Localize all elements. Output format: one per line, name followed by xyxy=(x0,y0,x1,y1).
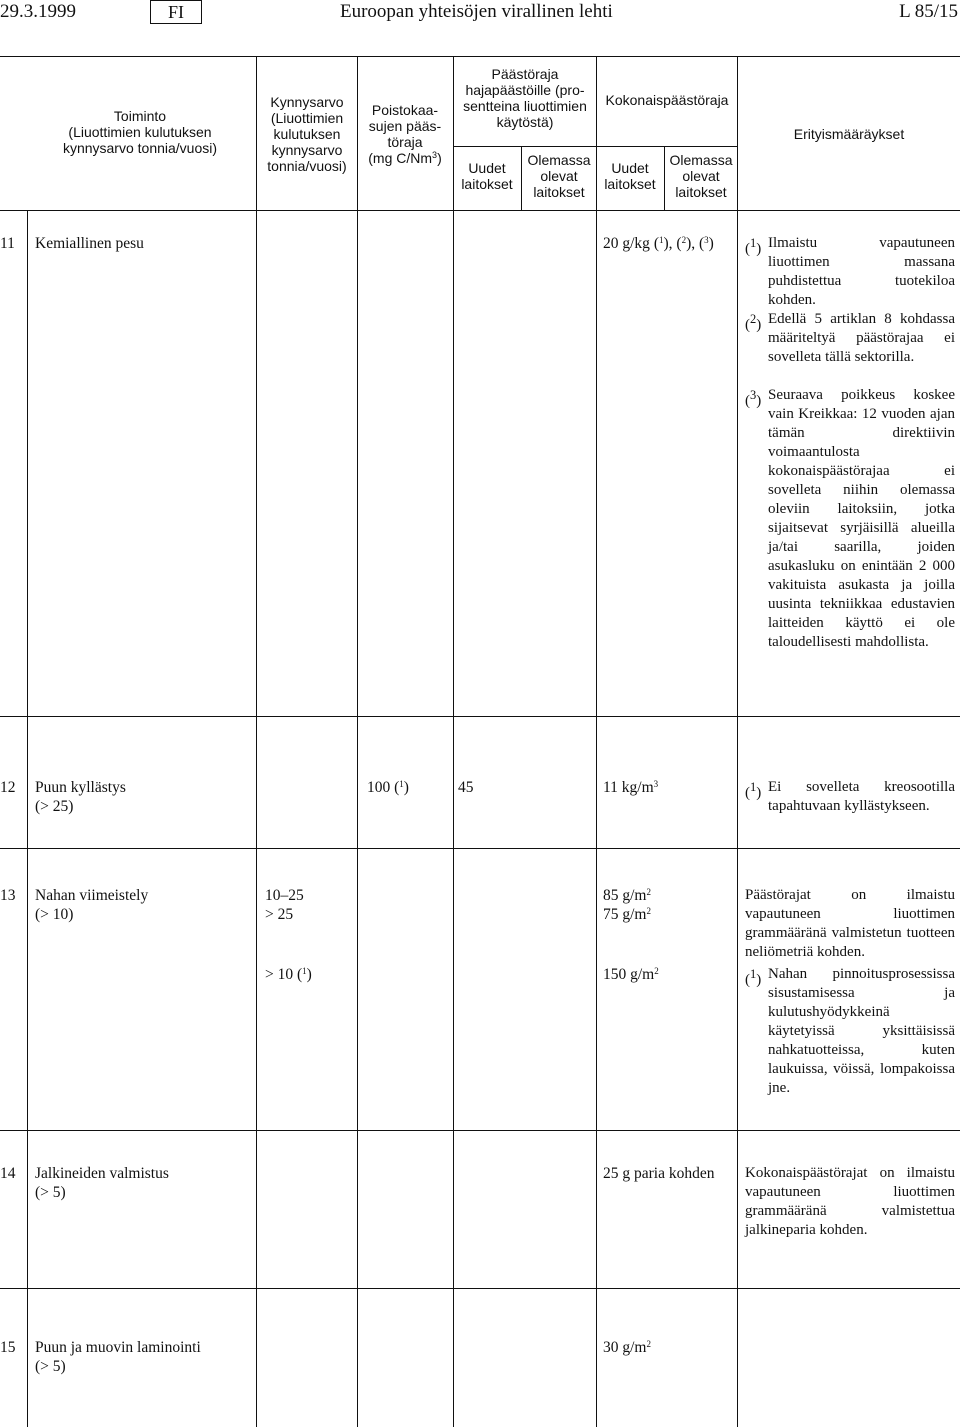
row-13-special-text xyxy=(745,886,955,962)
special-provision-text: Päästörajat on ilmaistu vapautuneen liuottimen grammääränä valmistetun tuotteen neliömetriä kohden. xyxy=(745,887,955,960)
header-fugitive-line: hajapäästöille (pro- xyxy=(465,82,585,98)
header-activity-line: Toiminto xyxy=(113,108,167,124)
row-15-total-value: 30 g/m xyxy=(603,1339,647,1356)
header-unit-sup: 3 xyxy=(432,150,438,160)
row-14-bottom-rule xyxy=(0,1288,960,1289)
special-provision-text: Kokonaispäästörajat on ilmaistu vapautuneen liuottimen grammääränä valmistettua jalkineparia kohden. xyxy=(745,1165,955,1238)
row-13-threshold-1: 10–25 xyxy=(265,887,304,904)
footnote-mark: 1 xyxy=(302,966,307,976)
header-special-provisions: Erityismääräykset xyxy=(793,126,905,142)
row-12-note-1 xyxy=(745,778,955,816)
row-12-bottom-rule xyxy=(0,848,960,849)
footnote-mark: 1 xyxy=(658,235,664,245)
row-12-activity-threshold: (> 25) xyxy=(35,798,74,815)
header-existing-line: Olemassa xyxy=(669,152,733,168)
row-13-bottom-rule xyxy=(0,1130,960,1131)
row-13-activity xyxy=(35,886,148,924)
row-12-total-limit xyxy=(603,778,658,797)
header-new-line: Uudet xyxy=(468,160,506,176)
row-13-total-1 xyxy=(603,886,651,905)
col-divider-6 xyxy=(596,56,597,1427)
row-11-note-1 xyxy=(745,234,955,310)
header-threshold-line: (Liuottimien xyxy=(270,110,344,126)
total-subheader-rule xyxy=(596,146,737,147)
header-total-new xyxy=(598,160,662,192)
row-11-number: 11 xyxy=(0,235,15,252)
row-14-number: 14 xyxy=(0,1165,16,1182)
row-11-note-2 xyxy=(745,310,955,367)
header-unit-close: ) xyxy=(437,150,442,166)
footnote-text: Edellä 5 artiklan 8 kohdassa määriteltyä päästörajaa ei sovelleta tällä sektorilla. xyxy=(768,311,955,365)
footnote-label: ($^1$) xyxy=(745,236,762,257)
col-divider-8 xyxy=(737,56,738,1427)
header-fugitive-line: Päästöraja xyxy=(491,66,559,82)
table-top-rule xyxy=(0,56,960,57)
footnote-mark: 1 xyxy=(750,236,757,250)
header-threshold-line: tonnia/vuosi) xyxy=(267,158,347,174)
footnote-text: Seuraava poikkeus koskee vain Kreikkaa: 12 vuoden ajan tämän direktiivin voimaantulosta kokonaispäästörajaa ei sovelleta niihin olemassa oleviin laitoksiin, jotka sijaitsevat syrjäisillä alueilla ja/tai saarilla, joiden asukasluku on enintään 2 000 vakituista asukasta ja joilla uusinta tekniikkaa edustavien laitteiden käyttö ei ole taloudellisesti mahdollista. xyxy=(768,387,955,650)
language-badge: FI xyxy=(150,0,202,24)
row-11-activity: Kemiallinen pesu xyxy=(35,235,144,252)
col-divider-5 xyxy=(521,146,522,210)
footnote-mark: 1 xyxy=(750,780,757,794)
header-waste-gas-unit xyxy=(359,150,451,166)
footnote-mark: 3 xyxy=(750,388,757,402)
header-existing-line: Olemassa xyxy=(527,152,591,168)
header-threshold-line: Kynnysarvo xyxy=(270,94,344,110)
header-waste-gas-limit xyxy=(359,102,451,166)
col-divider-3 xyxy=(357,56,358,1427)
row-12-activity-name: Puun kyllästys xyxy=(35,779,126,796)
unit-superscript: 2 xyxy=(654,966,659,976)
fugitive-subheader-rule xyxy=(453,146,596,147)
row-11-note-3 xyxy=(745,386,955,652)
header-existing-line: olevat xyxy=(682,168,720,184)
header-fugitive-new xyxy=(455,160,519,192)
col-divider-7 xyxy=(664,146,665,210)
row-13-threshold-3-value: > 10 xyxy=(265,966,294,983)
row-12-number: 12 xyxy=(0,779,16,796)
unit-superscript: 2 xyxy=(646,887,651,897)
header-waste-gas-line: Poistokaa- xyxy=(371,102,439,118)
footnote-text: Ei sovelleta kreosootilla tapahtuvaan kyllästykseen. xyxy=(768,779,955,814)
row-14-activity-name: Jalkineiden valmistus xyxy=(35,1165,169,1182)
header-existing-line: laitokset xyxy=(533,184,585,200)
row-12-activity xyxy=(35,778,126,816)
header-fugitive-line: käytöstä) xyxy=(496,114,554,130)
col-divider-4 xyxy=(453,56,454,1427)
row-13-total-1-value: 85 g/m xyxy=(603,887,647,904)
row-13-number: 13 xyxy=(0,887,16,904)
row-13-total-2 xyxy=(603,905,651,924)
footnote-text: Nahan pinnoitusprosessissa sisustamisessa ja kulutushyödykkeinä käytetyissä yksittäisissä nahkatuotteissa, kuten laukuissa, vöissä, lompakoissa jne. xyxy=(768,966,955,1096)
header-new-line: laitokset xyxy=(604,176,656,192)
header-fugitive-existing xyxy=(523,152,595,200)
col-divider-2 xyxy=(256,56,257,1427)
header-bottom-rule xyxy=(0,210,960,211)
unit-superscript: 3 xyxy=(653,779,659,789)
header-new-line: Uudet xyxy=(611,160,649,176)
header-new-line: laitokset xyxy=(461,176,513,192)
emission-limits-table xyxy=(0,56,960,1427)
header-fugitive-limit xyxy=(455,66,595,130)
header-threshold-line: kynnysarvo xyxy=(271,142,343,158)
row-11-total-value: 20 g/kg xyxy=(603,235,650,252)
unit-superscript: 2 xyxy=(646,1339,651,1349)
unit-superscript: 2 xyxy=(646,906,651,916)
row-13-total-3-value: 150 g/m xyxy=(603,966,655,983)
footnote-mark: 3 xyxy=(704,235,709,245)
col-divider-1 xyxy=(27,210,28,1427)
header-waste-gas-line: töraja xyxy=(387,134,423,150)
page-number: L 85/15 xyxy=(899,1,958,22)
footnote-mark: 1 xyxy=(750,967,757,981)
row-13-total-3 xyxy=(603,965,659,984)
header-activity-line: (Liuottimien kulutuksen xyxy=(68,124,212,140)
footnote-mark: 2 xyxy=(681,235,687,245)
row-13-note-1 xyxy=(745,965,955,1098)
header-fugitive-line: sentteina liuottimien xyxy=(463,98,587,114)
footnote-mark: 2 xyxy=(750,312,757,326)
header-total-existing xyxy=(666,152,736,200)
row-15-activity-name: Puun ja muovin laminointi xyxy=(35,1339,201,1356)
row-15-total-limit xyxy=(603,1338,651,1357)
row-13-threshold-2: > 25 xyxy=(265,906,294,923)
footnote-text: Ilmaistu vapautuneen liuottimen massana puhdistettua tuotekiloa kohden. xyxy=(768,235,955,308)
header-existing-line: laitokset xyxy=(675,184,727,200)
publication-date: 29.3.1999 xyxy=(0,1,76,22)
header-threshold-line: kulutuksen xyxy=(273,126,341,142)
header-waste-gas-line: sujen pääs- xyxy=(368,118,442,134)
row-15-activity xyxy=(35,1338,201,1376)
row-15-activity-threshold: (> 5) xyxy=(35,1358,66,1375)
row-14-activity xyxy=(35,1164,169,1202)
header-activity-line: kynnysarvo tonnia/vuosi) xyxy=(62,140,218,156)
journal-title: Euroopan yhteisöjen virallinen lehti xyxy=(340,1,613,22)
row-13-threshold-3: > 10 ($^1$) xyxy=(265,966,312,983)
footnote-label: ($^1$) xyxy=(745,967,762,988)
running-header xyxy=(0,0,960,26)
row-14-special-text xyxy=(745,1164,955,1240)
row-11-bottom-rule xyxy=(0,716,960,717)
row-12-waste-gas-limit: 100 ($^1$) xyxy=(367,779,409,796)
row-11-total-limit: 20 g/kg ($^1$), ($^2$), ($^3$) xyxy=(603,235,714,252)
row-12-fugitive-new: 45 xyxy=(458,779,474,796)
footnote-mark: 1 xyxy=(399,779,404,789)
footnote-label: ($^1$) xyxy=(745,780,762,801)
header-total-limit: Kokonaispäästöraja xyxy=(605,92,729,108)
row-14-activity-threshold: (> 5) xyxy=(35,1184,66,1201)
row-15-number: 15 xyxy=(0,1339,16,1356)
footnote-label: ($^3$) xyxy=(745,388,762,409)
row-13-activity-name: Nahan viimeistely xyxy=(35,887,149,904)
row-12-waste-gas-value: 100 xyxy=(367,779,391,796)
row-12-total-value: 11 kg/m xyxy=(603,779,654,796)
header-threshold xyxy=(258,94,356,174)
header-activity xyxy=(30,108,250,156)
row-13-total-2-value: 75 g/m xyxy=(603,906,647,923)
header-unit-text: (mg C/Nm xyxy=(368,150,433,166)
row-13-activity-threshold: (> 10) xyxy=(35,906,74,923)
footnote-label: ($^2$) xyxy=(745,312,762,333)
row-14-total-limit: 25 g paria kohden xyxy=(603,1165,715,1182)
header-existing-line: olevat xyxy=(540,168,578,184)
